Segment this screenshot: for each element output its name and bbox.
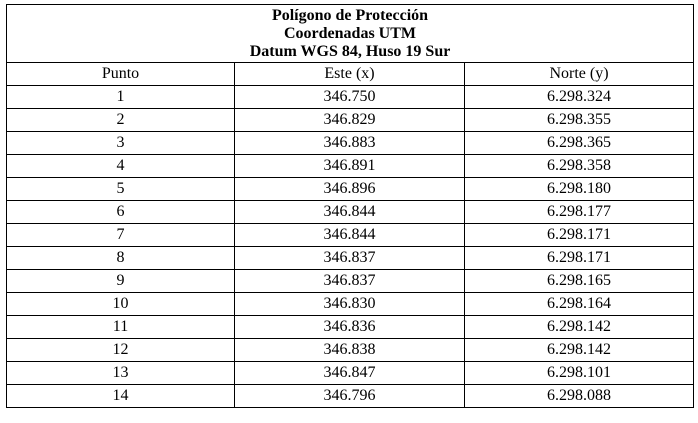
punto-cell: 11 <box>7 316 235 339</box>
column-header-punto: Punto <box>7 63 235 86</box>
este-cell: 346.844 <box>235 201 465 224</box>
punto-cell: 13 <box>7 362 235 385</box>
este-cell: 346.883 <box>235 132 465 155</box>
table-row <box>7 339 694 362</box>
table-row <box>7 362 694 385</box>
punto-cell: 3 <box>7 132 235 155</box>
norte-cell: 6.298.088 <box>465 385 694 408</box>
norte-cell: 6.298.365 <box>465 132 694 155</box>
norte-cell: 6.298.142 <box>465 339 694 362</box>
punto-cell: 7 <box>7 224 235 247</box>
norte-cell: 6.298.177 <box>465 201 694 224</box>
norte-cell: 6.298.171 <box>465 247 694 270</box>
norte-cell: 6.298.101 <box>465 362 694 385</box>
table-row <box>7 316 694 339</box>
norte-cell: 6.298.355 <box>465 109 694 132</box>
este-cell: 346.830 <box>235 293 465 316</box>
table-row <box>7 155 694 178</box>
punto-cell: 1 <box>7 86 235 109</box>
punto-cell: 14 <box>7 385 235 408</box>
utm-coordinates-table <box>6 4 694 408</box>
este-cell: 346.836 <box>235 316 465 339</box>
table-title <box>7 5 694 63</box>
table-row <box>7 109 694 132</box>
title-line-3: Datum WGS 84, Huso 19 Sur <box>249 42 451 60</box>
norte-cell: 6.298.142 <box>465 316 694 339</box>
table-row <box>7 86 694 109</box>
este-cell: 346.796 <box>235 385 465 408</box>
este-cell: 346.838 <box>235 339 465 362</box>
column-header-este: Este (x) <box>235 63 465 86</box>
punto-cell: 5 <box>7 178 235 201</box>
table-row <box>7 132 694 155</box>
norte-cell: 6.298.164 <box>465 293 694 316</box>
title-line-1: Polígono de Protección <box>271 6 429 24</box>
este-cell: 346.750 <box>235 86 465 109</box>
table-row <box>7 385 694 408</box>
norte-cell: 6.298.324 <box>465 86 694 109</box>
column-header-norte: Norte (y) <box>465 63 694 86</box>
punto-cell: 4 <box>7 155 235 178</box>
punto-cell: 12 <box>7 339 235 362</box>
este-cell: 346.891 <box>235 155 465 178</box>
table-row <box>7 178 694 201</box>
este-cell: 346.847 <box>235 362 465 385</box>
norte-cell: 6.298.180 <box>465 178 694 201</box>
este-cell: 346.837 <box>235 270 465 293</box>
table-row <box>7 224 694 247</box>
table-row <box>7 293 694 316</box>
norte-cell: 6.298.358 <box>465 155 694 178</box>
punto-cell: 6 <box>7 201 235 224</box>
punto-cell: 2 <box>7 109 235 132</box>
table-body <box>7 86 694 408</box>
table-row <box>7 201 694 224</box>
title-line-2: Coordenadas UTM <box>284 24 417 42</box>
table-title-row <box>7 5 694 63</box>
table-row <box>7 247 694 270</box>
este-cell: 346.829 <box>235 109 465 132</box>
punto-cell: 8 <box>7 247 235 270</box>
punto-cell: 9 <box>7 270 235 293</box>
norte-cell: 6.298.171 <box>465 224 694 247</box>
table-row <box>7 270 694 293</box>
table-header-row <box>7 63 694 86</box>
norte-cell: 6.298.165 <box>465 270 694 293</box>
punto-cell: 10 <box>7 293 235 316</box>
este-cell: 346.896 <box>235 178 465 201</box>
este-cell: 346.837 <box>235 247 465 270</box>
este-cell: 346.844 <box>235 224 465 247</box>
